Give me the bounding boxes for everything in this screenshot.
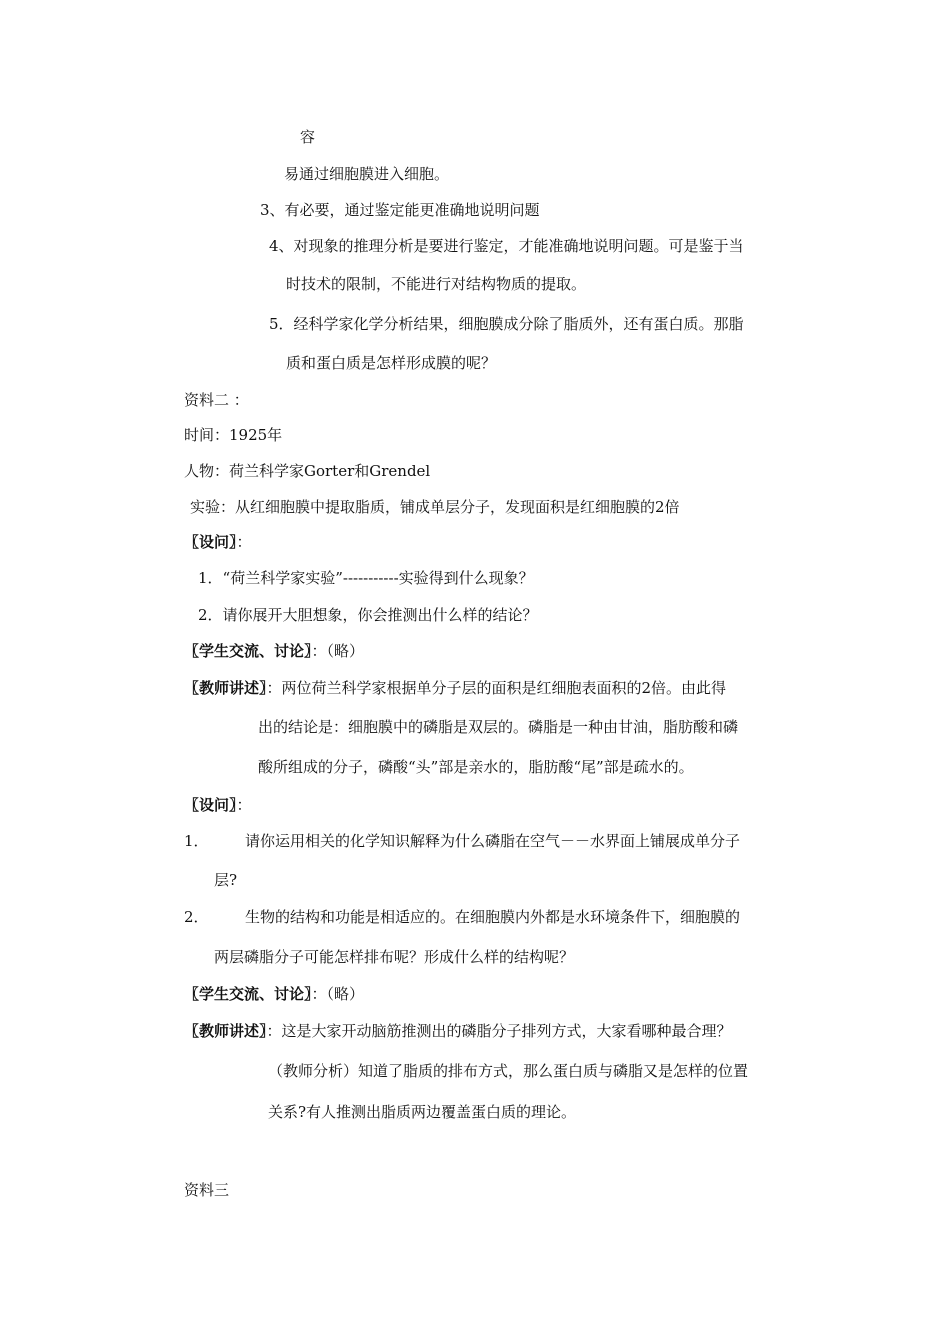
text-line: 容: [300, 128, 316, 146]
list-item: 生物的结构和功能是相适应的。在细胞膜内外都是水环境条件下，细胞膜的: [245, 908, 741, 926]
list-item: 1．“荷兰科学家实验”-----------实验得到什么现象？: [198, 569, 534, 587]
list-item: 2．请你展开大胆想象，你会推测出什么样的结论？: [198, 606, 538, 624]
section-title: 资料三: [184, 1181, 230, 1199]
question-heading: 〖设问〗：: [184, 796, 252, 814]
text-line: 时间：1925年: [184, 426, 283, 444]
text-line: （教师分析）知道了脂质的排布方式，那么蛋白质与磷脂又是怎样的位置: [268, 1062, 749, 1080]
list-item: 层?: [214, 871, 238, 889]
list-item: 两层磷脂分子可能怎样排布呢？形成什么样的结构呢？: [214, 948, 575, 966]
text-line: 质和蛋白质是怎样形成膜的呢？: [286, 354, 497, 372]
text-line: 5．经科学家化学分析结果，细胞膜成分除了脂质外，还有蛋白质。那脂: [269, 315, 744, 333]
teacher-heading: 〖教师讲述〗：这是大家开动脑筋推测出的磷脂分子排列方式，大家看哪种最合理？: [184, 1022, 732, 1040]
text-line: 出的结论是：细胞膜中的磷脂是双层的。磷脂是一种由甘油，脂肪酸和磷: [258, 718, 739, 736]
text-line: 3、有必要，通过鉴定能更准确地说明问题: [260, 201, 540, 219]
list-number: 2．: [184, 908, 209, 926]
text-line: 关系?有人推测出脂质两边覆盖蛋白质的理论。: [268, 1103, 577, 1121]
text-line: 实验：从红细胞膜中提取脂质，铺成单层分子，发现面积是红细胞膜的2倍: [190, 498, 680, 516]
text-line: 人物：荷兰科学家Gorter和Grendel: [184, 462, 431, 480]
list-item: 请你运用相关的化学知识解释为什么磷脂在空气－－水界面上铺展成单分子: [245, 832, 741, 850]
discussion-heading: 〖学生交流、讨论〗：（略）: [184, 642, 365, 660]
text-line: 酸所组成的分子，磷酸“头”部是亲水的，脂肪酸“尾”部是疏水的。: [258, 758, 694, 776]
teacher-heading: 〖教师讲述〗：两位荷兰科学家根据单分子层的面积是红细胞表面积的2倍。由此得: [184, 679, 727, 697]
text-line: 易通过细胞膜进入细胞。: [284, 165, 450, 183]
text-line: 时技术的限制，不能进行对结构物质的提取。: [286, 275, 587, 293]
section-title: 资料二 ：: [184, 391, 249, 409]
list-number: 1．: [184, 832, 209, 850]
question-heading: 〖设问〗：: [184, 533, 252, 551]
text-line: 4、对现象的推理分析是要进行鉴定，才能准确地说明问题。可是鉴于当: [269, 237, 744, 255]
discussion-heading: 〖学生交流、讨论〗：（略）: [184, 985, 365, 1003]
